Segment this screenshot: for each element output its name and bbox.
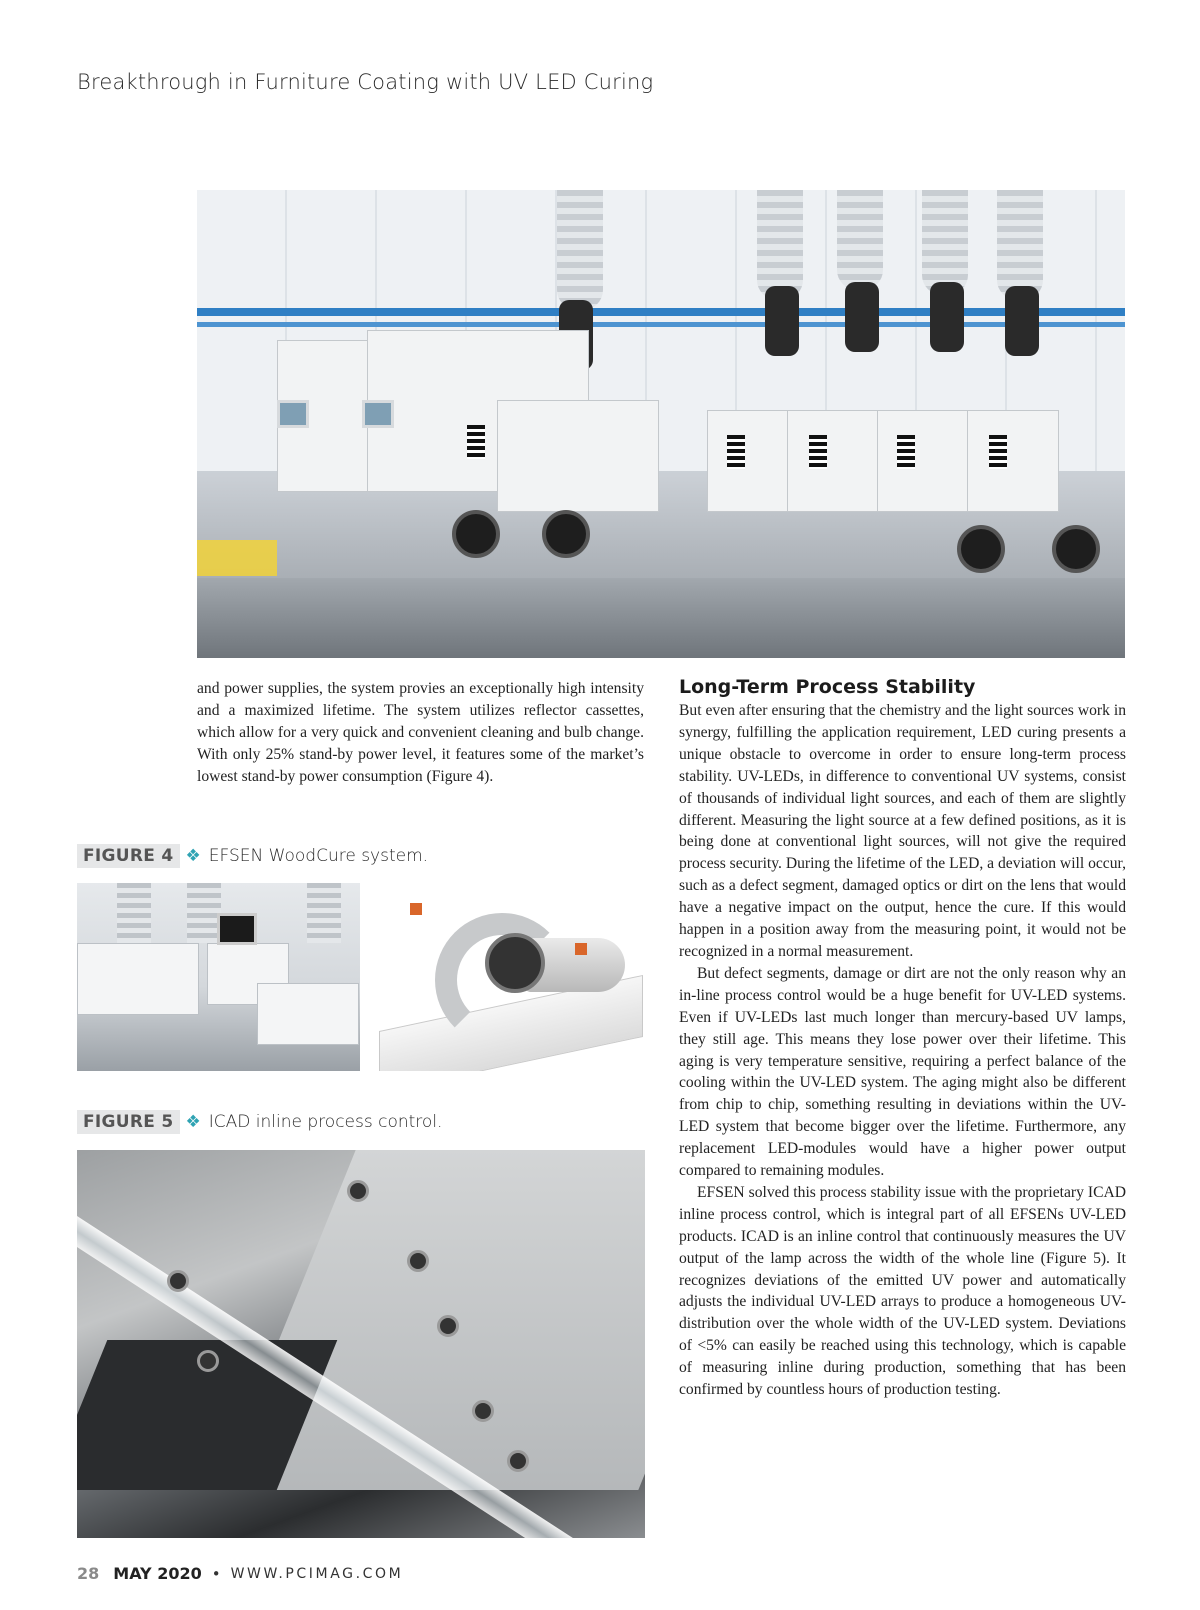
right-paragraph-3: EFSEN solved this process stability issue with the proprietary ICAD inline process control, which is integral part of all EFSENs UV-LED products. ICAD is an inline control that continuously measures the UV output of the lamp across the width of the whole line (Figure 5). It recognizes deviations of the emitted UV power and automatically adjusts the individual UV-LED arrays to produce a homogeneous UV-distribution over the whole width of the UV-LED system. Deviations of <5% can easily be reached using this technology, which is capable of measuring inline during production, something that has been confirmed by countless hours of production testing. <box>679 1183 1126 1399</box>
left-column <box>197 678 644 788</box>
figure-5-label: FIGURE 5 <box>77 1110 180 1134</box>
section-heading: Long-Term Process Stability <box>679 676 976 698</box>
figure-4-caption <box>77 842 428 870</box>
figure-4-photo-lamp-unit <box>375 883 645 1071</box>
figure-4-caption-text: EFSEN WoodCure system. <box>208 846 429 866</box>
diamond-dots-icon: ❖ <box>185 1112 201 1132</box>
figure-5-caption <box>77 1108 442 1136</box>
figure-4-photo-line <box>77 883 360 1071</box>
right-paragraph-1: But even after ensuring that the chemistry and the light sources work in synergy, fulfilling the application requirement, LED curing presents a unique obstacle to overcome in order to ensure long-term process stability. UV-LEDs, in difference to conventional UV systems, consist of thousands of individual light sources, and each of them are slightly different. Measuring the light source at a few defined positions, as it is being done at conventional light sources, will not give the required process security. During the lifetime of the LED, a deviation will occur, such as a defect segment, damaged optics or dirt on the lens that would have a negative impact on the output, hence the cure. If this would happen in a position away from the measuring point, it would not be recognized in a normal measurement. <box>679 702 1126 960</box>
figure-5-caption-text: ICAD inline process control. <box>208 1112 443 1132</box>
footer-bullet: • <box>211 1564 221 1583</box>
footer-url: WWW.PCIMAG.COM <box>230 1565 404 1582</box>
figure-4-label: FIGURE 4 <box>77 844 180 868</box>
page-footer <box>77 1564 403 1583</box>
running-header: Breakthrough in Furniture Coating with UV LED Curing <box>77 70 654 94</box>
page-number: 28 <box>77 1564 100 1583</box>
issue-date: MAY 2020 <box>113 1564 202 1583</box>
figure-5-photo-icad <box>77 1150 645 1538</box>
hero-photo-curing-line <box>197 190 1125 658</box>
right-paragraph-2: But defect segments, damage or dirt are not the only reason why an in-line process control would be a huge benefit for UV-LED systems. Even if UV-LEDs last much longer than mercury-based UV lamps, they still age. This means they lose power over their lifetime. This aging is very temperature sensitive, requiring a perfect balance of the cooling within the UV-LED system. The aging might also be different from chip to chip, something resulting in deviations within the UV-LED system that become bigger over the lifetime. Furthermore, any replacement LED-modules would have a higher power output compared to remaining modules. <box>679 964 1126 1180</box>
diamond-dots-icon: ❖ <box>185 846 201 866</box>
right-column <box>679 674 1126 1401</box>
left-paragraph: and power supplies, the system provies an exceptionally high intensity and a maximized lifetime. The system utilizes reflector cassettes, which allow for a very quick and convenient cleaning and bulb change. With only 25% stand-by power level, it features some of the market’s lowest stand-by power consumption (Figure 4). <box>197 680 644 785</box>
